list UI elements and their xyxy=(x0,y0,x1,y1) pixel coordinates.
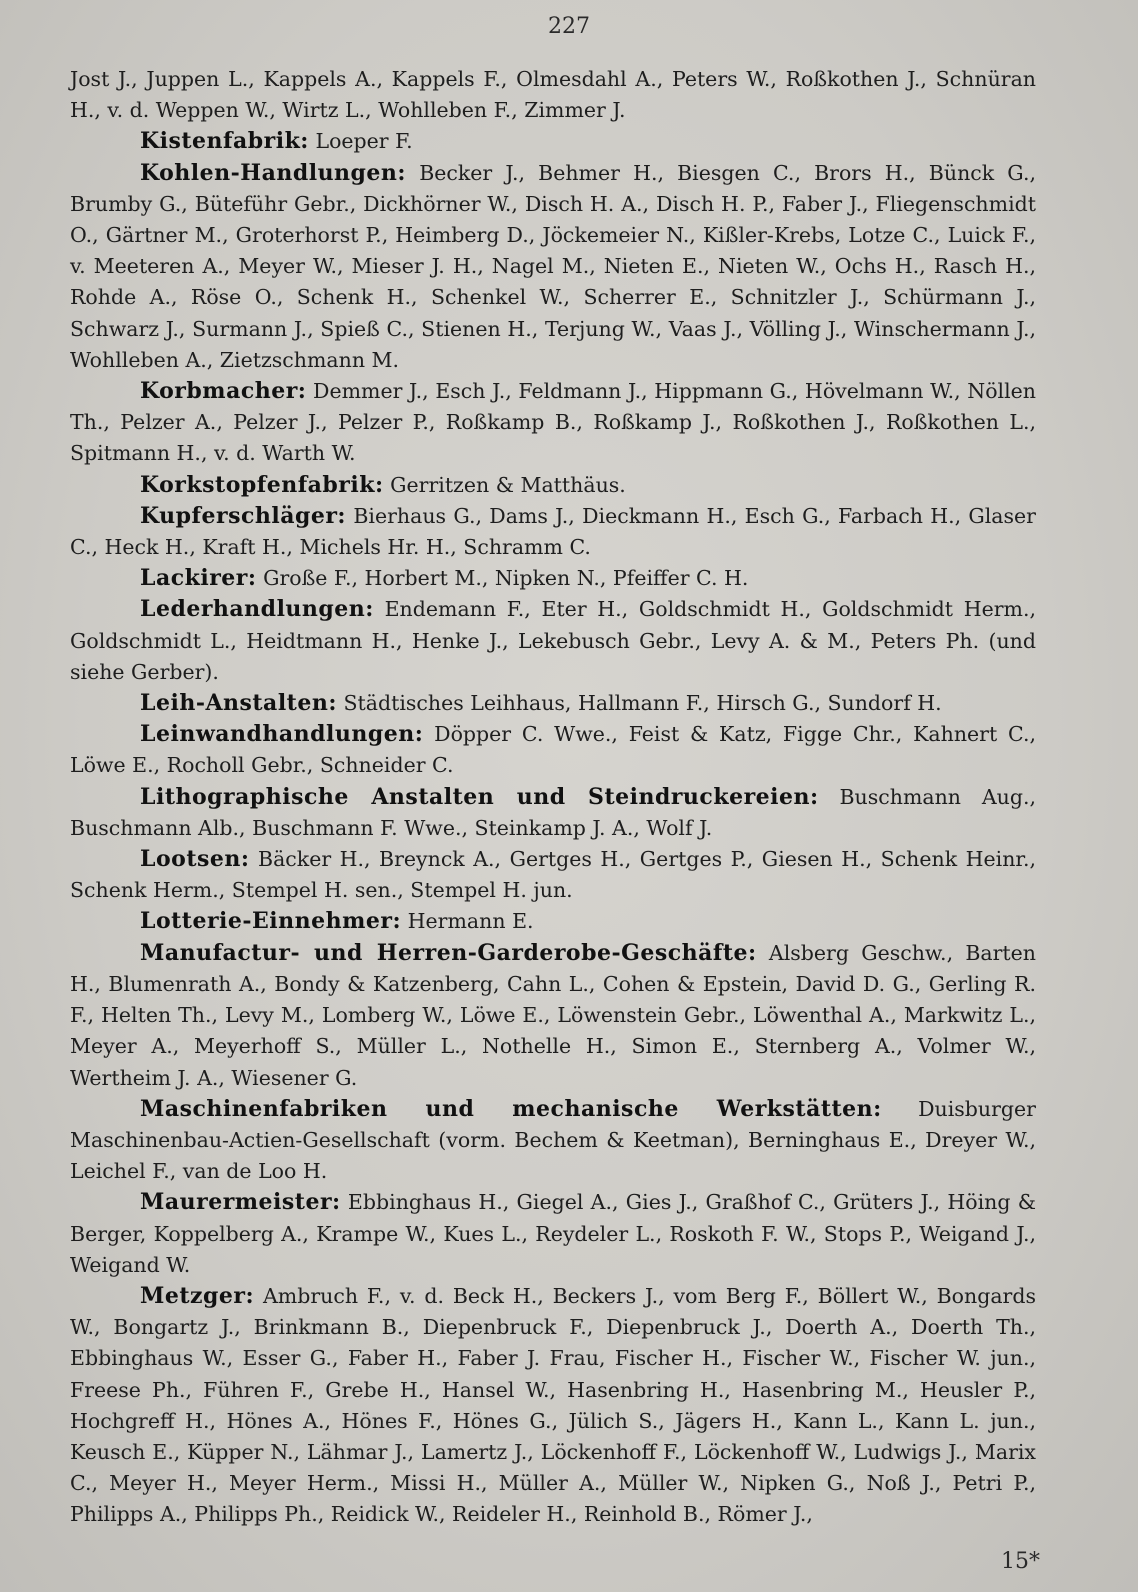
entry-maschinenfabriken xyxy=(70,1094,1036,1188)
entry-heading: Kupferschläger: xyxy=(140,502,347,529)
page-number: 227 xyxy=(548,14,590,39)
entry-text: Endemann F., Eter H., Goldschmidt H., Goldschmidt Herm., Goldschmidt L., Heidtmann H., Henke J., Lekebusch Gebr., Levy A. & M., Peters Ph. (und siehe Gerber). xyxy=(70,597,1036,684)
entry-heading: Korbmacher: xyxy=(140,378,307,405)
entry-heading: Lootsen: xyxy=(140,846,250,873)
entry-heading: Metzger: xyxy=(140,1282,255,1309)
entry-maurermeister xyxy=(70,1187,1036,1281)
entry-heading: Kistenfabrik: xyxy=(140,128,309,155)
entry-kohlen-handlungen xyxy=(70,158,1036,376)
entry-heading: Lederhandlungen: xyxy=(140,596,374,623)
entry-lotterie-einnehmer xyxy=(70,906,1036,937)
entry-text: Gerritzen & Matthäus. xyxy=(390,472,626,497)
entry-text: Becker J., Behmer H., Biesgen C., Brors H., Bünck G., Brumby G., Büteführ Gebr., Dickhörner W., Disch H. A., Disch H. P., Faber J., Fliegenschmidt O., Gärtner M., Groterhorst P., Heimberg D., Jöckemeier N., Kißler-Krebs, Lotze C., Luick F., v. Meeteren A., Meyer W., Mieser J. H., Nagel M., Nieten E., Nieten W., Ochs H., Rasch H., Rohde A., Röse O., Schenk H., Schenkel W., Scherrer E., Schnitzler J., Schürmann J., Schwarz J., Surmann J., Spieß C., Stienen H., Terjung W., Vaas J., Völling J., Winschermann J., Wohlleben A., Zietzschmann M. xyxy=(70,160,1036,372)
directory-listing xyxy=(70,64,1036,1531)
signature-mark: 15* xyxy=(1001,1549,1040,1574)
entry-text: Döpper C. Wwe., Feist & Katz, Figge Chr., Kahnert C., Löwe E., Rocholl Gebr., Schneider C. xyxy=(70,722,1036,778)
entry-lootsen xyxy=(70,844,1036,906)
entry-text: Loeper F. xyxy=(315,129,413,154)
entry-lackirer xyxy=(70,563,1036,594)
entry-text: Duisburger Maschinenbau-Actien-Gesellschaft (vorm. Bechem & Keetman), Berninghaus E., Dreyer W., Leichel F., van de Loo H. xyxy=(70,1096,1036,1184)
entry-manufactur-geschaefte xyxy=(70,938,1036,1094)
entry-heading: Kohlen-Handlungen: xyxy=(140,159,407,186)
entry-korkstopfenfabrik xyxy=(70,470,1036,501)
entry-text: Hermann E. xyxy=(407,909,534,934)
entry-text: Städtisches Leihhaus, Hallmann F., Hirsch G., Sundorf H. xyxy=(343,691,942,716)
entry-heading: Leinwandhandlungen: xyxy=(140,721,424,748)
entry-leih-anstalten xyxy=(70,688,1036,719)
entry-heading: Lithographische Anstalten und Steindruckereien: xyxy=(140,783,819,810)
entry-korbmacher xyxy=(70,376,1036,470)
entry-heading: Manufactur- und Herren-Garderobe-Geschäfte: xyxy=(140,939,757,966)
entry-continuation xyxy=(70,64,1036,126)
entry-heading: Korkstopfenfabrik: xyxy=(140,471,384,498)
entry-text: Ebbinghaus H., Giegel A., Gies J., Graßhof C., Grüters J., Höing & Berger, Koppelberg A., Krampe W., Kues L., Reydeler L., Roskoth F. W., Stops P., Weigand J., Weigand W. xyxy=(70,1190,1036,1277)
entry-heading: Leih-Anstalten: xyxy=(140,690,337,717)
entry-text: Große F., Horbert M., Nipken N., Pfeiffer C. H. xyxy=(263,566,749,591)
entry-text: Alsberg Geschw., Barten H., Blumenrath A., Bondy & Katzenberg, Cahn L., Cohen & Epstein, David D. G., Gerling R. F., Helten Th., Levy M., Lomberg W., Löwe E., Löwenstein Gebr., Löwenthal A., Markwitz L., Meyer A., Meyerhoff S., Müller L., Nothelle H., Simon E., Sternberg A., Volmer W., Wertheim J. A., Wiesener G. xyxy=(70,940,1036,1090)
entry-heading: Lackirer: xyxy=(140,565,257,592)
entry-lederhandlungen xyxy=(70,594,1036,688)
entry-text: Demmer J., Esch J., Feldmann J., Hippmann G., Hövelmann W., Nöllen Th., Pelzer A., Pelzer J., Pelzer P., Roßkamp B., Roßkamp J., Roßkothen J., Roßkothen L., Spitmann H., v. d. Warth W. xyxy=(70,379,1036,466)
entry-heading: Maschinenfabriken und mechanische Werkstätten: xyxy=(140,1095,882,1122)
entry-metzger xyxy=(70,1281,1036,1531)
entry-leinwandhandlungen xyxy=(70,719,1036,781)
entry-text: Ambruch F., v. d. Beck H., Beckers J., vom Berg F., Böllert W., Bongards W., Bongartz J., Brinkmann B., Diepenbruck F., Diepenbruck J., Doerth A., Doerth Th., Ebbinghaus W., Esser G., Faber H., Faber J. Frau, Fischer H., Fischer W., Fischer W. jun., Freese Ph., Führen F., Grebe H., Hansel W., Hasenbring H., Hasenbring M., Heusler P., Hochgreff H., Hönes A., Hönes F., Hönes G., Jülich S., Jägers H., Kann L., Kann L. jun., Keusch E., Küpper N., Lähmar J., Lamertz J., Löckenhoff F., Löckenhoff W., Ludwigs J., Marix C., Meyer H., Meyer Herm., Missi H., Müller A., Müller W., Nipken G., Noß J., Petri P., Philipps A., Philipps Ph., Reidick W., Reideler H., Reinhold B., Römer J., xyxy=(70,1283,1036,1527)
entry-text: Buschmann Aug., Buschmann Alb., Buschmann F. Wwe., Steinkamp J. A., Wolf J. xyxy=(70,784,1036,840)
entry-lithographische-anstalten xyxy=(70,782,1036,844)
entry-kistenfabrik xyxy=(70,126,1036,157)
entry-text: Bierhaus G., Dams J., Dieckmann H., Esch G., Farbach H., Glaser C., Heck H., Kraft H., Michels Hr. H., Schramm C. xyxy=(70,503,1036,560)
entry-heading: Maurermeister: xyxy=(140,1189,341,1216)
entry-text: Bäcker H., Breynck A., Gertges H., Gertges P., Giesen H., Schenk Heinr., Schenk Herm., Stempel H. sen., Stempel H. jun. xyxy=(70,847,1036,903)
entry-heading: Lotterie-Einnehmer: xyxy=(140,908,402,935)
entry-text: Jost J., Juppen L., Kappels A., Kappels F., Olmesdahl A., Peters W., Roßkothen J., Schnüran H., v. d. Weppen W., Wirtz L., Wohlleben F., Zimmer J. xyxy=(70,67,1036,123)
entry-kupferschlaeger xyxy=(70,501,1036,563)
